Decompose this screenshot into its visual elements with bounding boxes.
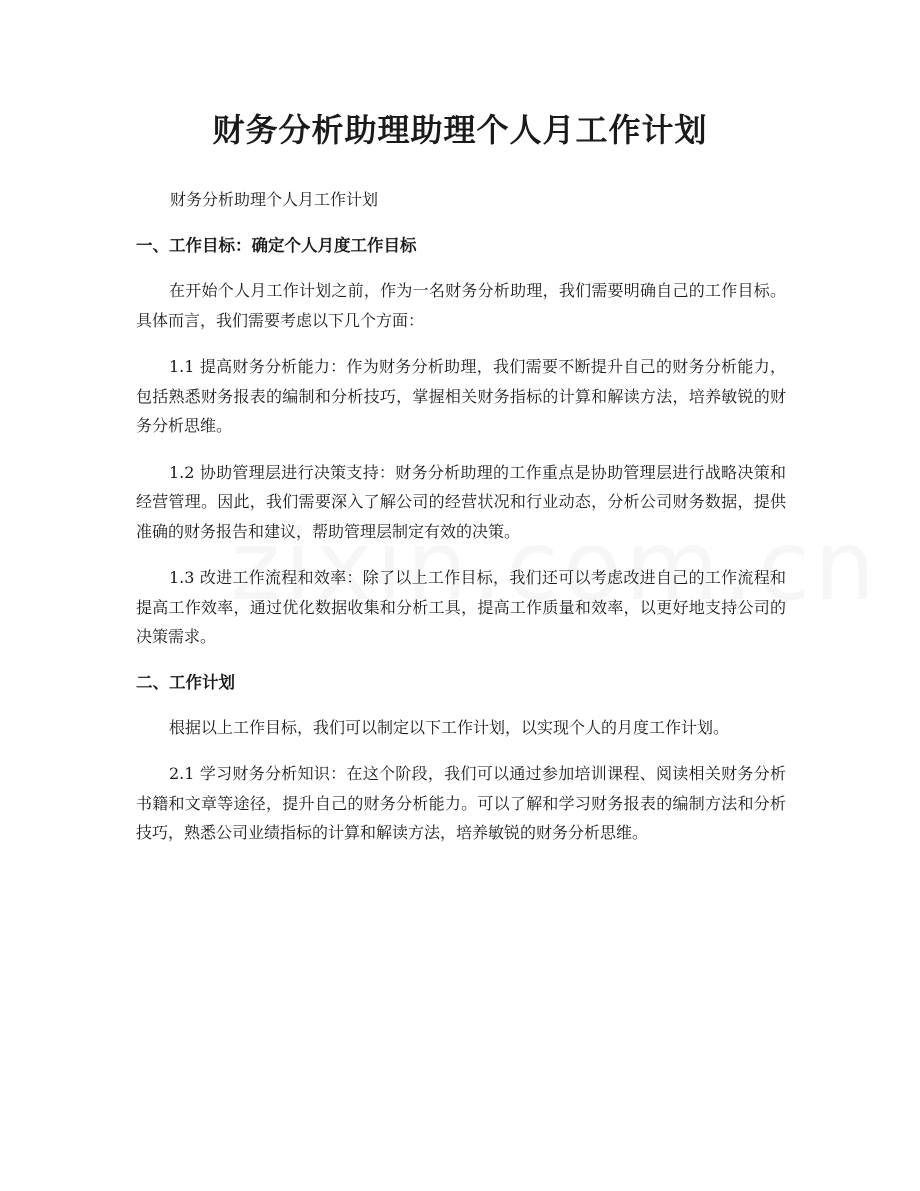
document-subtitle: 财务分析助理个人月工作计划	[170, 190, 379, 209]
paragraph: 2.1 学习财务分析知识：在这个阶段，我们可以通过参加培训课程、阅读相关财务分析书籍和文章等途径，提升自己的财务分析能力。可以了解和学习财务报表的编制方法和分析技巧，熟悉公司业绩指标的计算和解读方法，培养敏锐的财务分析思维。	[136, 764, 786, 842]
paragraph: 1.1 提高财务分析能力：作为财务分析助理，我们需要不断提升自己的财务分析能力，包括熟悉财务报表的编制和分析技巧，掌握相关财务指标的计算和解读方法，培养敏锐的财务分析思维。	[136, 357, 786, 435]
section-goals	[136, 232, 786, 652]
document-body	[136, 186, 786, 865]
paragraph: 在开始个人月工作计划之前，作为一名财务分析助理，我们需要明确自己的工作目标。具体而言，我们需要考虑以下几个方面：	[136, 281, 786, 330]
document-title: 财务分析助理助理个人月工作计划	[212, 111, 708, 149]
paragraph: 根据以上工作目标，我们可以制定以下工作计划，以实现个人的月度工作计划。	[169, 717, 730, 737]
section-plan	[136, 669, 786, 848]
section-heading: 二、工作计划	[136, 672, 235, 692]
paragraph: 1.2 协助管理层进行决策支持：财务分析助理的工作重点是协助管理层进行战略决策和经营管理。因此，我们需要深入了解公司的经营状况和行业动态，分析公司财务数据，提供准确的财务报告和建议，帮助管理层制定有效的决策。	[136, 462, 786, 541]
section-heading: 一、工作目标：确定个人月度工作目标	[136, 236, 417, 255]
paragraph: 1.3 改进工作流程和效率：除了以上工作目标，我们还可以考虑改进自己的工作流程和提高工作效率，通过优化数据收集和分析工具，提高工作质量和效率，以更好地支持公司的决策需求。	[136, 568, 786, 646]
